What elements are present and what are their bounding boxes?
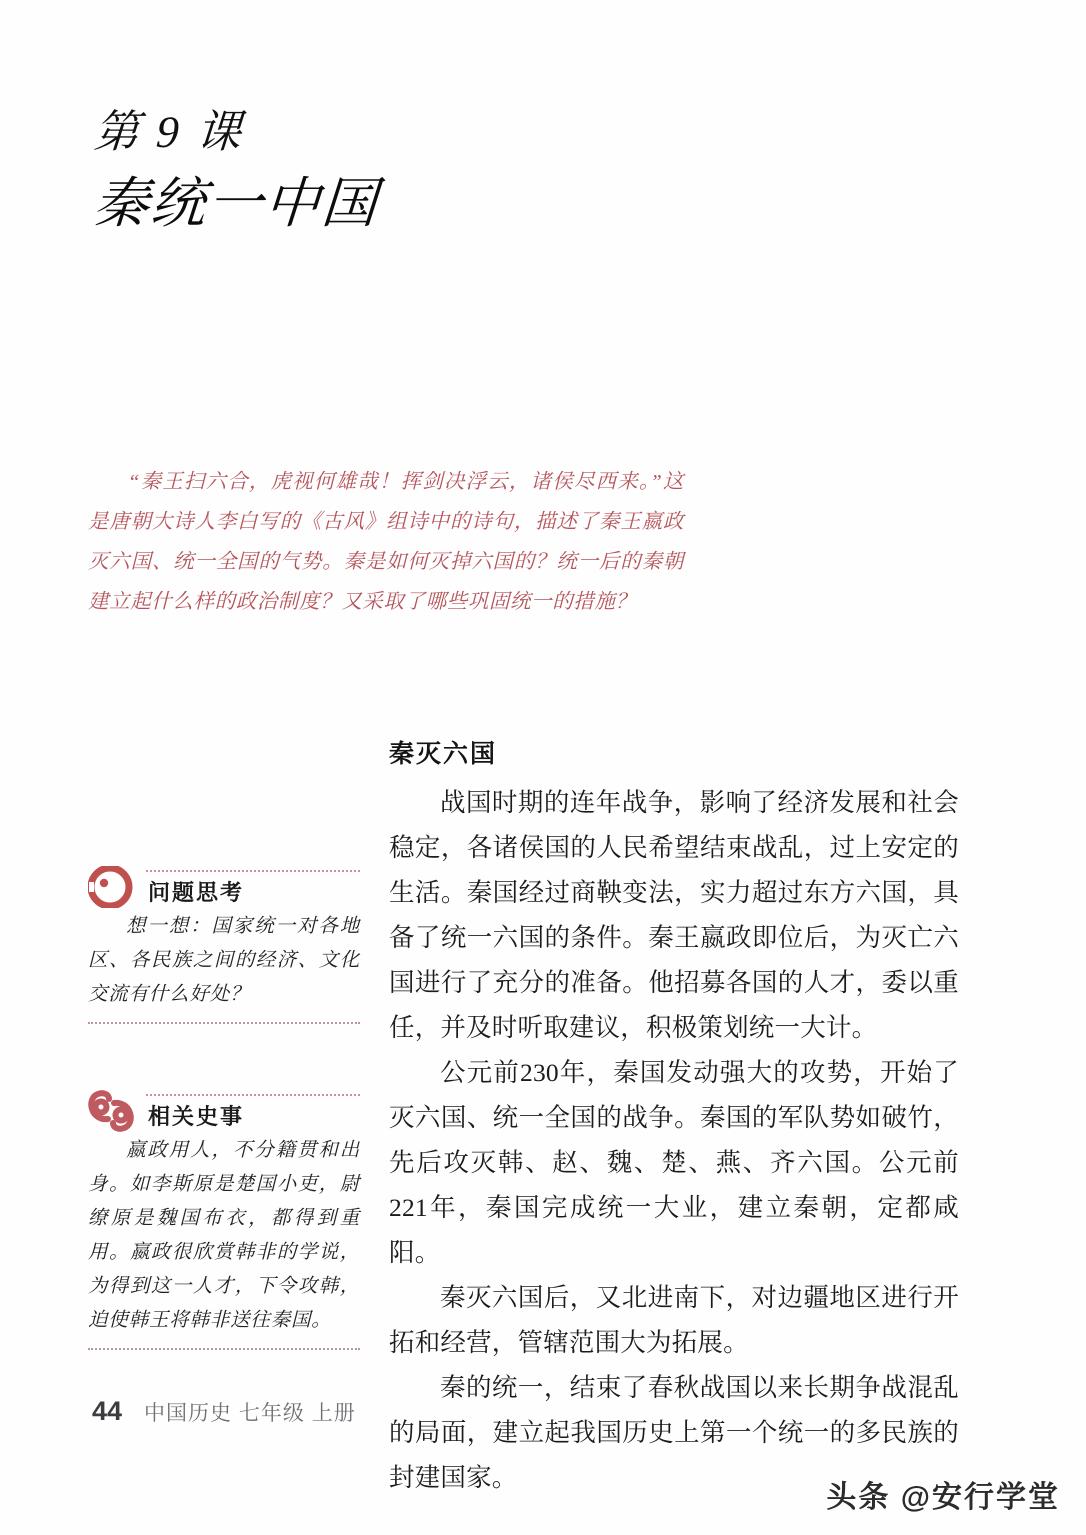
page-footer [92,1396,356,1427]
thinking-head-icon [88,866,134,908]
sidebar-box-title: 相关史事 [148,1104,245,1129]
page-title: 秦统一中国 [91,173,381,235]
dotted-divider-bottom [88,1348,360,1350]
sidebar-box-text: 嬴政用人，不分籍贯和出身。如李斯原是楚国小吏，尉缭原是魏国布衣，都得到重用。嬴政很欣赏韩非的学说，为得到这一人才，下令攻韩，迫使韩王将韩非送往秦国。 [88,1140,360,1331]
sidebar-box-title: 问题思考 [148,880,245,905]
dotted-divider-top [146,870,360,872]
sidebar-box-text: 想一想：国家统一对各地区、各民族之间的经济、文化交流有什么好处？ [88,916,360,1005]
page-title-block [91,104,616,240]
body-paragraph: 秦的统一，结束了春秋战国以来长期争战混乱的局面，建立起我国历史上第一个统一的多民族的封建国家。 [389,1373,959,1492]
page-number: 44 [92,1396,123,1426]
sidebar-box-question-thinking [88,862,360,1024]
double-spiral-scroll-icon [88,1090,134,1132]
sidebar [88,862,360,1350]
lesson-number: 第 9 课 [92,107,246,157]
sidebar-box-related-history [88,1086,360,1350]
body-paragraph: 公元前230年，秦国发动强大的攻势，开始了灭六国、统一全国的战争。秦国的军队势如破竹，先后攻灭韩、赵、魏、楚、燕、齐六国。公元前221年，秦国完成统一大业，建立秦朝，定都咸阳。 [389,1058,959,1267]
dotted-divider-bottom [88,1022,360,1024]
sidebar-box-header [88,1086,360,1130]
main-content-column [389,734,959,1500]
dotted-divider-top [146,1094,360,1096]
sidebar-box-header [88,862,360,906]
watermark: 头条 @安行学堂 [826,1481,1060,1514]
body-paragraph: 战国时期的连年战争，影响了经济发展和社会稳定，各诸侯国的人民希望结束战乱，过上安定的生活。秦国经过商鞅变法，实力超过东方六国，具备了统一六国的条件。秦王嬴政即位后，为灭亡六国进行了充分的准备。他招募各国的人才，委以重任，并及时听取建议，积极策划统一大计。 [389,788,959,1042]
body-paragraph: 秦灭六国后，又北进南下，对边疆地区进行开拓和经营，管辖范围大为拓展。 [389,1283,959,1357]
intro-paragraph: “秦王扫六合，虎视何雄哉！挥剑决浮云，诸侯尽西来。”这是唐朝大诗人李白写的《古风》组诗中的诗句，描述了秦王嬴政灭六国、统一全国的气势。秦是如何灭掉六国的？统一后的秦朝建立起什么样的政治制度？又采取了哪些巩固统一的措施？ [88,471,684,613]
book-title: 中国历史 七年级 上册 [144,1402,356,1425]
section-heading: 秦灭六国 [389,740,498,768]
